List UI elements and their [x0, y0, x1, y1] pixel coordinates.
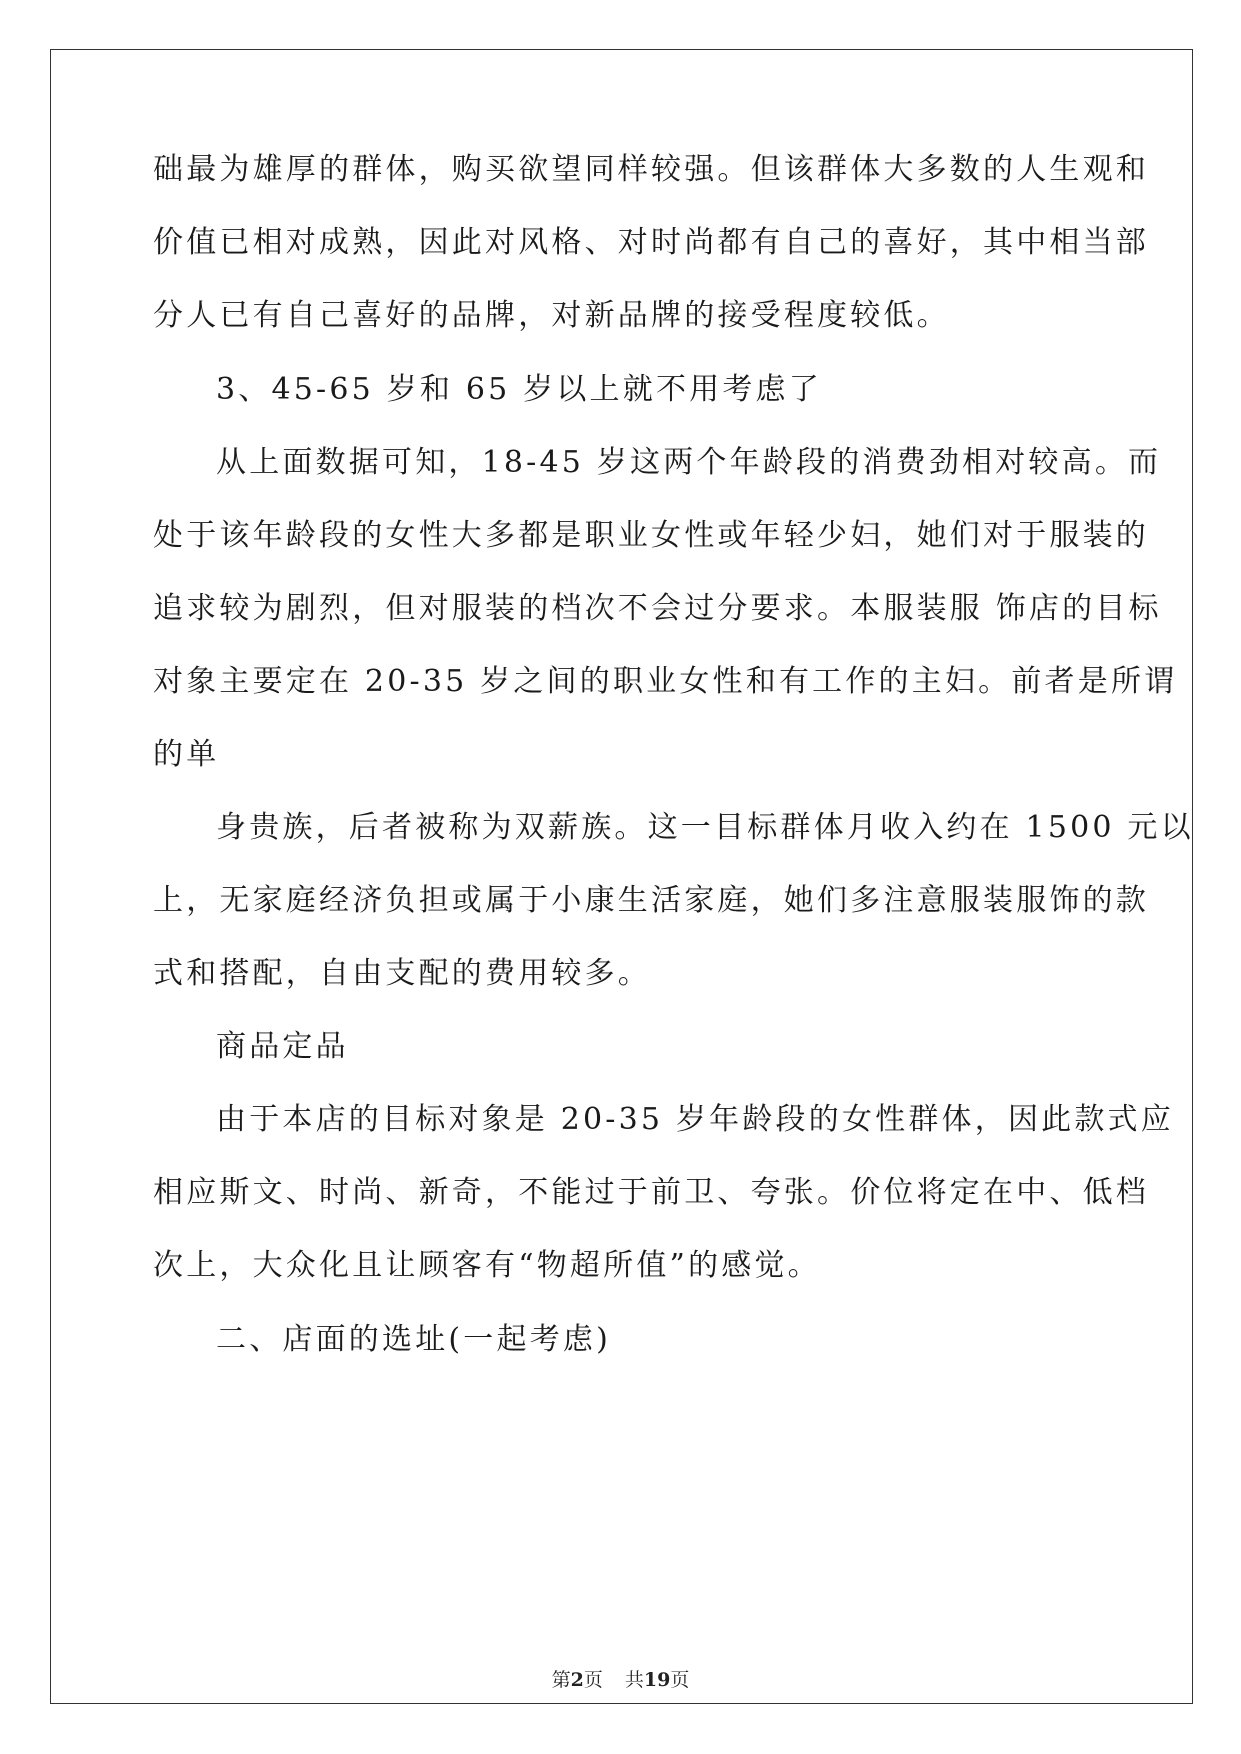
page-prefix: 第	[551, 1669, 571, 1691]
paragraph-line: 追求较为剧烈，但对服装的档次不会过分要求。本服装服 饰店的目标	[153, 591, 1162, 626]
total-prefix: 共	[624, 1669, 644, 1691]
paragraph-line: 次上，大众化且让顾客有“物超所值”的感觉。	[153, 1248, 821, 1283]
total-suffix: 页	[670, 1669, 690, 1691]
paragraph-line: 的单	[153, 737, 220, 772]
paragraph-line: 身贵族，后者被称为双薪族。这一目标群体月收入约在 1500 元以	[216, 810, 1194, 845]
total-pages: 19	[643, 1669, 671, 1691]
paragraph-line: 3、45-65 岁和 65 岁以上就不用考虑了	[216, 372, 822, 407]
paragraph-line: 础最为雄厚的群体，购买欲望同样较强。但该群体大多数的人生观和	[153, 152, 1149, 187]
paragraph-line: 相应斯文、时尚、新奇，不能过于前卫、夸张。价位将定在中、低档	[153, 1175, 1149, 1210]
paragraph-line: 由于本店的目标对象是 20-35 岁年龄段的女性群体，因此款式应	[216, 1102, 1174, 1137]
paragraph-line: 商品定品	[216, 1029, 349, 1064]
paragraph-line: 上，无家庭经济负担或属于小康生活家庭，她们多注意服装服饰的款	[153, 883, 1149, 918]
page-footer	[0, 1668, 1241, 1692]
paragraph-line: 处于该年龄段的女性大多都是职业女性或年轻少妇，她们对于服装的	[153, 518, 1149, 553]
paragraph-line: 从上面数据可知，18-45 岁这两个年龄段的消费劲相对较高。而	[216, 445, 1162, 480]
paragraph-line: 式和搭配，自由支配的费用较多。	[153, 956, 651, 991]
page-number: 2	[570, 1669, 584, 1691]
page-suffix: 页	[583, 1669, 603, 1691]
paragraph-line: 二、店面的选址(一起考虑)	[216, 1322, 612, 1357]
paragraph-line: 分人已有自己喜好的品牌，对新品牌的接受程度较低。	[153, 298, 950, 333]
paragraph-line: 价值已相对成熟，因此对风格、对时尚都有自己的喜好，其中相当部	[153, 225, 1149, 260]
paragraph-line: 对象主要定在 20-35 岁之间的职业女性和有工作的主妇。前者是所谓	[153, 664, 1178, 699]
